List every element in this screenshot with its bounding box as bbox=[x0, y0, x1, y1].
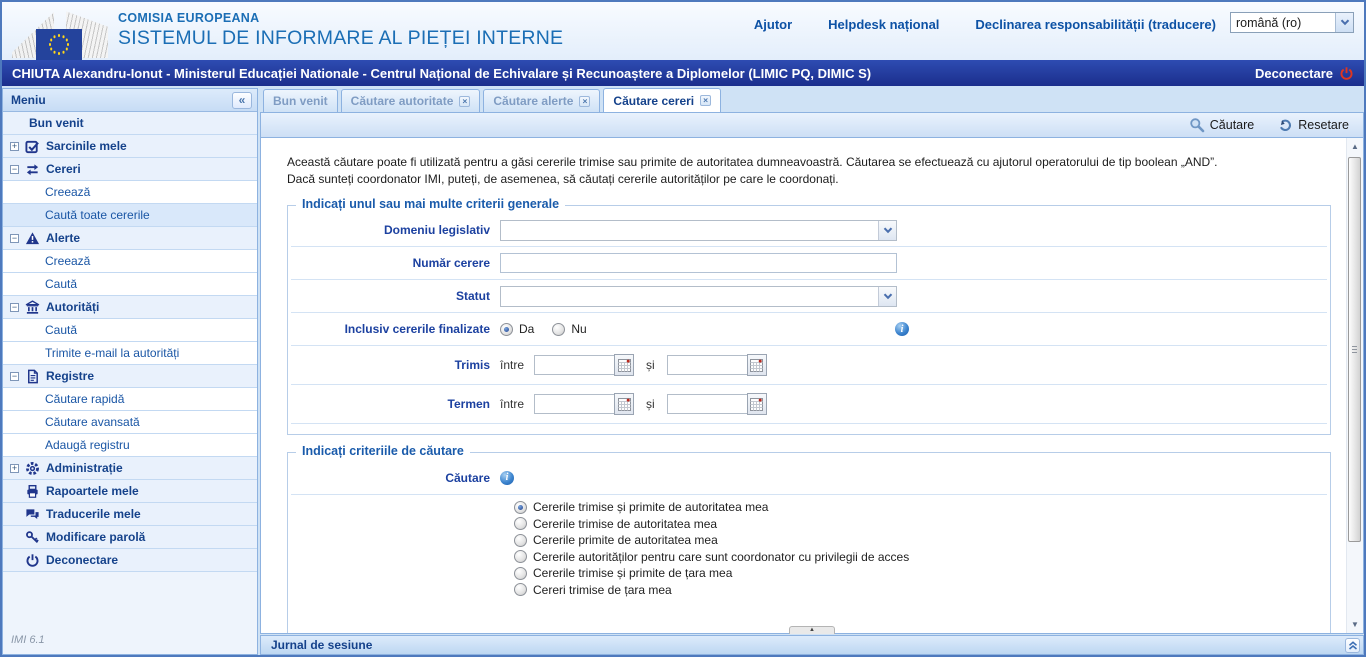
collapse-icon[interactable]: − bbox=[11, 370, 18, 381]
header-link-declinarea-responsabilitatii-traducere[interactable]: Declinarea responsabilității (traducere) bbox=[975, 17, 1216, 32]
sidebar-item-sarcinile-mele[interactable] bbox=[3, 135, 257, 158]
search-icon bbox=[1189, 117, 1205, 133]
authority-icon bbox=[25, 300, 40, 315]
and-label: și bbox=[646, 397, 655, 411]
app-header bbox=[2, 2, 1364, 60]
include-completed-yes-radio[interactable] bbox=[500, 323, 513, 336]
include-completed-label: Inclusiv cererile finalizate bbox=[344, 322, 490, 336]
header-links bbox=[754, 17, 1216, 32]
sidebar-header bbox=[3, 89, 257, 112]
calendar-icon[interactable] bbox=[747, 354, 767, 376]
sidebar bbox=[2, 88, 258, 655]
sidebar-item-label: Căutare rapidă bbox=[45, 392, 125, 406]
sidebar-item-adauga-registru[interactable] bbox=[3, 434, 257, 457]
search-scope-options bbox=[288, 495, 1330, 598]
general-criteria-fieldset bbox=[287, 197, 1331, 435]
search-criteria-legend: Indicați criteriile de căutare bbox=[296, 444, 470, 458]
legislative-domain-label: Domeniu legislativ bbox=[383, 223, 490, 237]
reset-button-label: Resetare bbox=[1298, 118, 1349, 132]
include-completed-row bbox=[291, 313, 1327, 346]
key-icon bbox=[25, 530, 40, 545]
sidebar-item-cauta[interactable] bbox=[3, 273, 257, 296]
sidebar-item-label: Registre bbox=[46, 369, 95, 383]
search-scope-option-cererile-trimise-si-primite-de-autoritatea-mea[interactable] bbox=[514, 499, 1330, 516]
intro-text bbox=[287, 154, 1332, 188]
logout-label: Deconectare bbox=[1254, 65, 1333, 81]
calendar-icon[interactable] bbox=[747, 393, 767, 415]
header-link-helpdesk-national[interactable]: Helpdesk național bbox=[828, 17, 940, 32]
tab-label: Bun venit bbox=[273, 94, 328, 108]
sent-label: Trimis bbox=[454, 358, 490, 372]
page-title: SISTEMUL DE INFORMARE AL PIEȚEI INTERNE bbox=[118, 27, 564, 49]
main-content bbox=[260, 88, 1364, 655]
deadline-to-input[interactable] bbox=[667, 394, 747, 414]
power-icon bbox=[1339, 66, 1354, 81]
sidebar-item-deconectare[interactable] bbox=[3, 549, 257, 572]
tab-label: Căutare autoritate bbox=[350, 94, 454, 108]
session-expand-button[interactable] bbox=[1345, 638, 1360, 653]
sidebar-item-modificare-parola[interactable] bbox=[3, 526, 257, 549]
session-log-label: Jurnal de sesiune bbox=[271, 638, 373, 652]
sidebar-item-label: Rapoartele mele bbox=[46, 484, 139, 498]
radio-button[interactable] bbox=[514, 501, 527, 514]
deadline-from-input[interactable] bbox=[534, 394, 614, 414]
deadline-label: Termen bbox=[447, 397, 490, 411]
eu-stars bbox=[58, 43, 61, 46]
radio-button[interactable] bbox=[514, 517, 527, 530]
sidebar-item-label: Căutare avansată bbox=[45, 415, 140, 429]
tab-cautare-alerte[interactable] bbox=[483, 89, 600, 112]
close-icon[interactable]: × bbox=[700, 95, 711, 106]
tasks-icon bbox=[25, 139, 40, 154]
search-button[interactable] bbox=[1189, 117, 1254, 133]
sidebar-item-label: Cereri bbox=[46, 162, 81, 176]
tab-label: Căutare cereri bbox=[613, 93, 695, 108]
sidebar-item-trimite-e-mail-la-autoritati[interactable] bbox=[3, 342, 257, 365]
scroll-down-arrow-icon[interactable]: ▼ bbox=[1351, 620, 1359, 629]
search-button-label: Căutare bbox=[1209, 118, 1255, 132]
power-icon bbox=[25, 553, 40, 568]
organization-name: COMISIA EUROPEANA bbox=[118, 11, 260, 25]
expand-icon[interactable]: + bbox=[11, 462, 18, 473]
sidebar-item-cauta-toate-cererile[interactable] bbox=[3, 204, 257, 227]
vertical-scrollbar[interactable] bbox=[1346, 138, 1363, 633]
chevron-down-icon[interactable] bbox=[878, 287, 896, 306]
sent-to-input[interactable] bbox=[667, 355, 747, 375]
sidebar-item-cauta[interactable] bbox=[3, 319, 257, 342]
sidebar-item-label: Caută toate cererile bbox=[45, 208, 150, 222]
reset-icon bbox=[1278, 118, 1293, 133]
option-label: Cereri trimise de țara mea bbox=[533, 582, 672, 597]
sidebar-item-autoritati[interactable] bbox=[3, 296, 257, 319]
radio-button[interactable] bbox=[514, 583, 527, 596]
alert-icon bbox=[25, 231, 40, 246]
legislative-domain-select[interactable] bbox=[500, 220, 897, 241]
user-context-bar bbox=[2, 60, 1364, 86]
close-icon[interactable]: × bbox=[579, 96, 590, 107]
sidebar-item-label: Caută bbox=[45, 277, 78, 291]
app-version: IMI 6.1 bbox=[11, 634, 45, 646]
radio-button[interactable] bbox=[514, 550, 527, 563]
collapse-icon[interactable]: − bbox=[11, 232, 18, 243]
sidebar-item-label: Creează bbox=[45, 185, 91, 199]
sidebar-item-label: Administrație bbox=[46, 461, 123, 475]
sidebar-item-traducerile-mele[interactable] bbox=[3, 503, 257, 526]
search-scope-option-cererile-trimise-de-autoritatea-mea[interactable] bbox=[514, 516, 1330, 533]
sidebar-item-label: Autorități bbox=[46, 300, 100, 314]
request-number-label: Număr cerere bbox=[412, 256, 490, 270]
no-label: Nu bbox=[571, 322, 587, 336]
legislative-domain-row bbox=[291, 214, 1327, 247]
between-label: între bbox=[500, 397, 525, 411]
register-icon bbox=[25, 369, 40, 384]
sidebar-item-cereri[interactable] bbox=[3, 158, 257, 181]
sidebar-item-label: Adaugă registru bbox=[45, 438, 130, 452]
header-link-ajutor[interactable]: Ajutor bbox=[753, 17, 793, 32]
search-scope-option-cereri-trimise-de-tara-mea[interactable] bbox=[514, 582, 1330, 599]
search-scope-option-cererile-trimise-si-primite-de-tara-mea[interactable] bbox=[514, 565, 1330, 582]
radio-button[interactable] bbox=[514, 567, 527, 580]
session-log-bar bbox=[260, 635, 1364, 655]
sidebar-item-creeaza[interactable] bbox=[3, 181, 257, 204]
sidebar-menu bbox=[3, 112, 257, 628]
collapse-icon[interactable]: − bbox=[11, 301, 18, 312]
tab-cautare-autoritate[interactable] bbox=[341, 89, 481, 112]
option-label: Cererile trimise și primite de țara mea bbox=[533, 566, 733, 581]
search-form-panel bbox=[260, 138, 1364, 634]
deadline-date-row bbox=[291, 385, 1327, 424]
printer-icon bbox=[25, 484, 40, 499]
search-scope-option-cererile-primite-de-autoritatea-mea[interactable] bbox=[514, 532, 1330, 549]
request-number-input[interactable] bbox=[500, 253, 897, 273]
logout-button[interactable] bbox=[1255, 66, 1354, 81]
close-icon[interactable]: × bbox=[459, 96, 470, 107]
sidebar-item-label: Trimite e-mail la autorități bbox=[45, 346, 180, 360]
status-label: Statut bbox=[456, 289, 490, 303]
expand-icon[interactable]: + bbox=[11, 140, 18, 151]
sidebar-item-rapoartele-mele[interactable] bbox=[3, 480, 257, 503]
language-select[interactable] bbox=[1230, 12, 1354, 33]
sidebar-title: Meniu bbox=[11, 93, 46, 107]
status-select[interactable] bbox=[500, 286, 897, 307]
sidebar-item-registre[interactable] bbox=[3, 365, 257, 388]
calendar-icon[interactable] bbox=[614, 393, 634, 415]
radio-button[interactable] bbox=[514, 534, 527, 547]
tab-cautare-cereri[interactable] bbox=[603, 88, 721, 112]
between-label: între bbox=[500, 358, 525, 372]
european-commission-logo bbox=[10, 4, 108, 59]
sent-from-input[interactable] bbox=[534, 355, 614, 375]
chevron-down-icon[interactable] bbox=[878, 221, 896, 240]
sidebar-item-label: Caută bbox=[45, 323, 78, 337]
session-panel-collapse-handle[interactable]: ▲ bbox=[789, 626, 835, 634]
search-scope-option-cererile-autoritatilor-pentru-care-sunt-coordonator-cu-privilegii-de-acces[interactable] bbox=[514, 549, 1330, 566]
tab-bun-venit[interactable] bbox=[263, 89, 338, 112]
tab-label: Căutare alerte bbox=[493, 94, 574, 108]
chat-icon bbox=[25, 507, 40, 522]
search-scope-label: Căutare bbox=[445, 470, 490, 485]
sidebar-item-bun-venit[interactable] bbox=[3, 112, 257, 135]
requests-icon bbox=[25, 162, 40, 177]
search-criteria-fieldset bbox=[287, 444, 1331, 633]
option-label: Cererile autorităților pentru care sunt coordonator cu privilegii de acces bbox=[533, 549, 910, 564]
scrollbar-thumb[interactable] bbox=[1348, 157, 1361, 542]
sidebar-item-label: Creează bbox=[45, 254, 91, 268]
scroll-up-arrow-icon[interactable]: ▲ bbox=[1351, 142, 1359, 151]
language-selected-value: română (ro) bbox=[1236, 15, 1302, 30]
intro-line-2: Dacă sunteți coordonator IMI, puteți, de asemenea, să căutați cererile autorităților pe care le coordonați. bbox=[287, 172, 839, 186]
search-scope-row bbox=[291, 461, 1327, 495]
reset-button[interactable] bbox=[1278, 118, 1349, 133]
eu-flag bbox=[36, 29, 82, 60]
calendar-icon[interactable] bbox=[614, 354, 634, 376]
option-label: Cererile trimise de autoritatea mea bbox=[533, 516, 718, 531]
general-criteria-legend: Indicați unul sau mai multe criterii generale bbox=[296, 197, 565, 211]
sidebar-item-cautare-rapida[interactable] bbox=[3, 388, 257, 411]
sent-date-row bbox=[291, 346, 1327, 385]
sidebar-item-label: Traducerile mele bbox=[46, 507, 141, 521]
form-scroll-area bbox=[261, 138, 1346, 633]
status-row bbox=[291, 280, 1327, 313]
sidebar-item-label: Modificare parolă bbox=[46, 530, 146, 544]
sidebar-item-creeaza[interactable] bbox=[3, 250, 257, 273]
sidebar-collapse-button[interactable]: « bbox=[232, 92, 252, 109]
info-icon[interactable]: i bbox=[895, 322, 909, 336]
sidebar-item-label: Alerte bbox=[46, 231, 81, 245]
sidebar-item-label: Bun venit bbox=[29, 116, 84, 130]
sidebar-item-administratie[interactable] bbox=[3, 457, 257, 480]
option-label: Cererile trimise și primite de autoritatea mea bbox=[533, 500, 769, 515]
dbl-chev-up-icon bbox=[1347, 639, 1359, 651]
include-completed-no-radio[interactable] bbox=[552, 323, 565, 336]
toolbar bbox=[260, 112, 1364, 138]
info-icon[interactable]: i bbox=[500, 471, 514, 485]
sidebar-item-cautare-avansata[interactable] bbox=[3, 411, 257, 434]
sidebar-item-label: Sarcinile mele bbox=[46, 139, 127, 153]
user-context-text: CHIUTA Alexandru-Ionut - Ministerul Educației Nationale - Centrul Național de Echivalare și Recunoaștere a Diplomelor (LIMIC PQ, DIMIC S) bbox=[12, 65, 872, 81]
gear-icon bbox=[25, 461, 40, 476]
option-label: Cererile primite de autoritatea mea bbox=[533, 533, 718, 548]
intro-line-1: Această căutare poate fi utilizată pentru a găsi cererile trimise sau primite de autoritatea dumneavoastră. Căutarea se efectuează cu ajutorul operatorului de tip boolean „AND”. bbox=[287, 155, 1218, 169]
collapse-icon[interactable]: − bbox=[11, 163, 18, 174]
yes-label: Da bbox=[519, 322, 535, 336]
and-label: și bbox=[646, 358, 655, 372]
sidebar-item-alerte[interactable] bbox=[3, 227, 257, 250]
sidebar-item-label: Deconectare bbox=[46, 553, 119, 567]
chevron-down-icon[interactable] bbox=[1335, 13, 1353, 32]
tab-strip bbox=[260, 88, 1364, 112]
app-branding bbox=[118, 11, 563, 50]
request-number-row bbox=[291, 247, 1327, 280]
